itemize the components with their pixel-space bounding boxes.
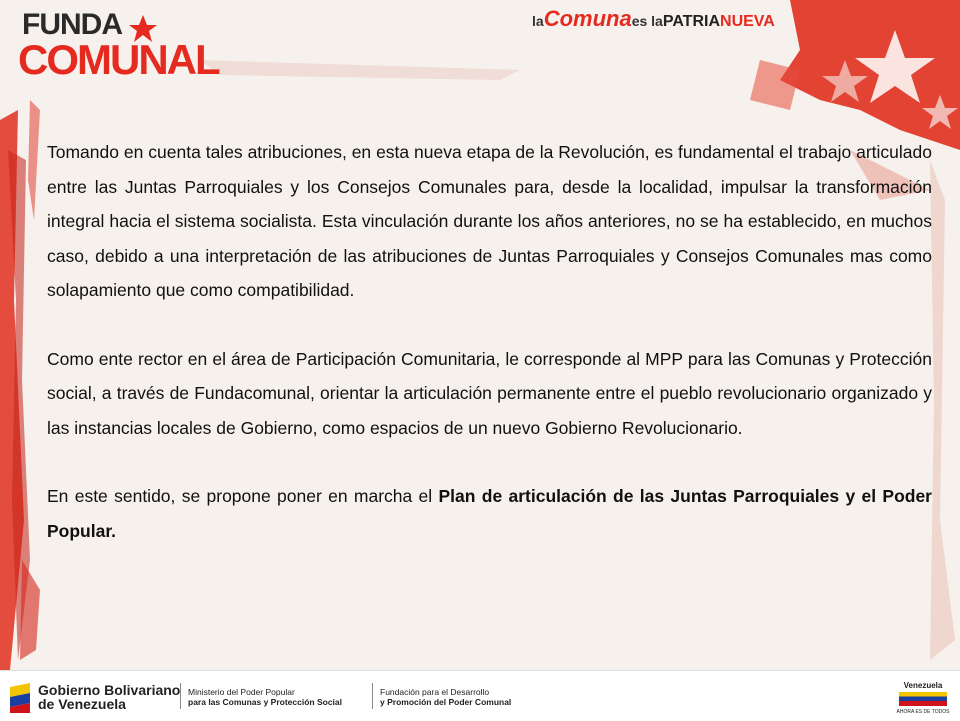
venezuela-flag-icon bbox=[8, 683, 32, 713]
gobierno-logo-text bbox=[38, 683, 180, 711]
badge-title: Venezuela bbox=[903, 681, 943, 690]
slogan-part-5: NUEVA bbox=[720, 13, 775, 30]
logo-comunal-text: COMUNAL bbox=[18, 36, 219, 83]
venezuela-badge bbox=[895, 681, 951, 715]
slogan-part-2: Comuna bbox=[543, 6, 632, 31]
fund-line-1: Fundación para el Desarrollo bbox=[380, 687, 490, 697]
badge-flag-icon bbox=[899, 692, 947, 706]
fundacion-text bbox=[380, 687, 511, 707]
gob-line-1: Gobierno Bolivariano bbox=[38, 682, 181, 698]
ministry-line-1: Ministerio del Poder Popular bbox=[188, 687, 295, 697]
ministry-text bbox=[188, 687, 342, 707]
paragraph-3-bold: Plan de articulación de las Juntas Parroquiales y el Poder Popular. bbox=[47, 486, 932, 541]
gob-line-2: de Venezuela bbox=[38, 696, 126, 712]
stars-cluster-icon bbox=[750, 0, 960, 150]
paragraph-3-text: En este sentido, se propone poner en marcha el bbox=[47, 486, 439, 506]
badge-subtitle: AHORA ES DE TODOS bbox=[896, 709, 950, 715]
fund-line-2: y Promoción del Poder Comunal bbox=[380, 697, 512, 707]
header-slogan bbox=[532, 8, 775, 33]
paragraph-2: Como ente rector en el área de Participación Comunitaria, le corresponde al MPP para las Comunas y Protección social, a través de Fundacomunal, orientar la articulación permanente entre el pueblo revolucionario organizado y las instancias locales de Gobierno, como espacios de un nuevo Gobierno Revolucionario. bbox=[47, 348, 932, 438]
slogan-part-3: es la bbox=[631, 13, 663, 29]
logo-funda-text: FUNDA bbox=[22, 8, 122, 41]
slogan-part-4: PATRIA bbox=[662, 13, 721, 30]
footer-bar bbox=[0, 670, 960, 721]
paragraph-1: Tomando en cuenta tales atribuciones, en esta nueva etapa de la Revolución, es fundamental el trabajo articulado entre las Juntas Parroquiales y los Consejos Comunales para, desde la localidad, impulsar la transformación integral hacia el sistema socialista. Esta vinculación durante los años anteriores, no se ha establecido, en muchos caso, debido a una interpretación de las atribuciones de Juntas Parroquiales y Consejos Comunales mas como solapamiento que como compatibilidad. bbox=[47, 142, 932, 300]
slogan-part-1: la bbox=[532, 13, 544, 29]
footer-divider bbox=[372, 683, 373, 709]
paragraph-3 bbox=[47, 479, 932, 548]
ministry-line-2: para las Comunas y Protección Social bbox=[188, 697, 343, 707]
slide-body bbox=[47, 135, 932, 582]
footer-divider bbox=[180, 683, 181, 709]
